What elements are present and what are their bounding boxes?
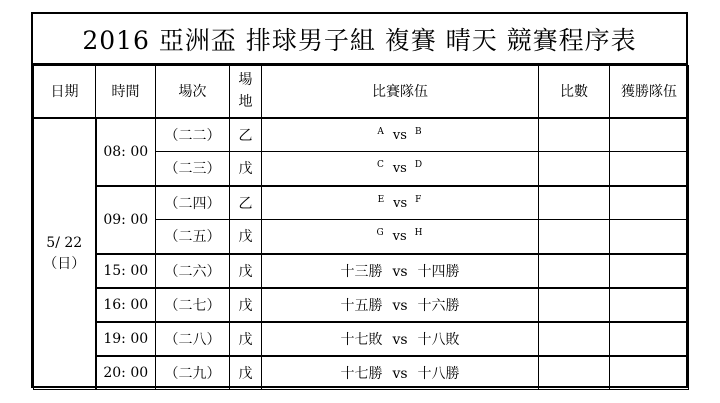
winner-cell[interactable] <box>610 322 689 356</box>
header-time: 時間 <box>96 66 156 118</box>
match-no-cell: （二七） <box>156 288 230 322</box>
teams-cell <box>262 356 539 390</box>
venue-cell: 戊 <box>230 322 262 356</box>
time-cell: 19: 00 <box>96 322 156 356</box>
header-venue-line2: 地 <box>238 94 253 111</box>
venue-cell: 戊 <box>230 356 262 390</box>
teams-cell <box>262 118 539 152</box>
venue-cell: 戊 <box>230 220 262 254</box>
venue-cell: 戊 <box>230 288 262 322</box>
team-b: D <box>414 160 424 171</box>
score-cell[interactable] <box>539 322 610 356</box>
venue-cell: 乙 <box>230 118 262 152</box>
table-row <box>34 186 689 220</box>
vs-label: vs <box>392 263 408 280</box>
teams-cell <box>262 152 539 186</box>
team-a: E <box>377 194 386 205</box>
team-b: H <box>414 228 424 239</box>
table-row <box>34 288 689 322</box>
team-b: 十八敗 <box>417 331 460 348</box>
teams-cell <box>262 288 539 322</box>
vs-label: vs <box>392 297 408 314</box>
score-cell[interactable] <box>539 118 610 152</box>
header-winner: 獲勝隊伍 <box>610 66 689 118</box>
team-b: 十八勝 <box>417 365 460 382</box>
vs-label: vs <box>392 365 408 382</box>
team-a: 十七敗 <box>340 331 383 348</box>
winner-cell[interactable] <box>610 220 689 254</box>
teams-cell <box>262 220 539 254</box>
table-row <box>34 118 689 152</box>
time-cell: 20: 00 <box>96 356 156 390</box>
team-b: F <box>415 194 423 205</box>
date-cell <box>34 118 96 390</box>
match-no-cell: （二五） <box>156 220 230 254</box>
score-cell[interactable] <box>539 356 610 390</box>
match-no-cell: （二六） <box>156 254 230 288</box>
venue-cell: 戊 <box>230 254 262 288</box>
teams-cell <box>262 254 539 288</box>
schedule-table <box>33 65 689 390</box>
time-cell: 16: 00 <box>96 288 156 322</box>
page-title: 2016 亞洲盃 排球男子組 複賽 晴天 競賽程序表 <box>33 14 686 65</box>
team-a: 十三勝 <box>340 263 383 280</box>
date-day: 5/ 22 <box>46 234 83 251</box>
header-date: 日期 <box>34 66 96 118</box>
venue-cell: 戊 <box>230 152 262 186</box>
vs-label: vs <box>393 195 408 211</box>
score-cell[interactable] <box>539 186 610 220</box>
time-cell: 15: 00 <box>96 254 156 288</box>
header-venue <box>230 66 262 118</box>
match-no-cell: （二八） <box>156 322 230 356</box>
winner-cell[interactable] <box>610 288 689 322</box>
score-cell[interactable] <box>539 220 610 254</box>
header-score: 比數 <box>539 66 610 118</box>
header-venue-line1: 場 <box>238 72 253 89</box>
team-a: 十五勝 <box>340 297 383 314</box>
vs-label: vs <box>392 229 407 245</box>
header-row <box>34 66 689 118</box>
time-cell: 08: 00 <box>96 118 156 186</box>
match-no-cell: （二二） <box>156 118 230 152</box>
winner-cell[interactable] <box>610 356 689 390</box>
team-b: 十四勝 <box>417 263 460 280</box>
winner-cell[interactable] <box>610 186 689 220</box>
match-no-cell: （二九） <box>156 356 230 390</box>
winner-cell[interactable] <box>610 254 689 288</box>
score-cell[interactable] <box>539 254 610 288</box>
schedule-sheet <box>31 12 688 388</box>
team-b: 十六勝 <box>417 297 460 314</box>
venue-cell: 乙 <box>230 186 262 220</box>
vs-label: vs <box>392 127 407 143</box>
vs-label: vs <box>392 331 408 348</box>
team-b: B <box>414 126 423 137</box>
table-row <box>34 356 689 390</box>
score-cell[interactable] <box>539 152 610 186</box>
table-row <box>34 254 689 288</box>
match-no-cell: （二三） <box>156 152 230 186</box>
header-match-no: 場次 <box>156 66 230 118</box>
teams-cell <box>262 186 539 220</box>
date-weekday: （日） <box>43 255 86 272</box>
team-a: C <box>376 160 385 171</box>
score-cell[interactable] <box>539 288 610 322</box>
teams-cell <box>262 322 539 356</box>
header-teams: 比賽隊伍 <box>262 66 539 118</box>
match-no-cell: （二四） <box>156 186 230 220</box>
vs-label: vs <box>392 161 407 177</box>
time-cell: 09: 00 <box>96 186 156 254</box>
winner-cell[interactable] <box>610 152 689 186</box>
team-a: G <box>376 228 385 239</box>
team-a: 十七勝 <box>340 365 383 382</box>
winner-cell[interactable] <box>610 118 689 152</box>
table-row <box>34 322 689 356</box>
team-a: A <box>377 126 385 137</box>
